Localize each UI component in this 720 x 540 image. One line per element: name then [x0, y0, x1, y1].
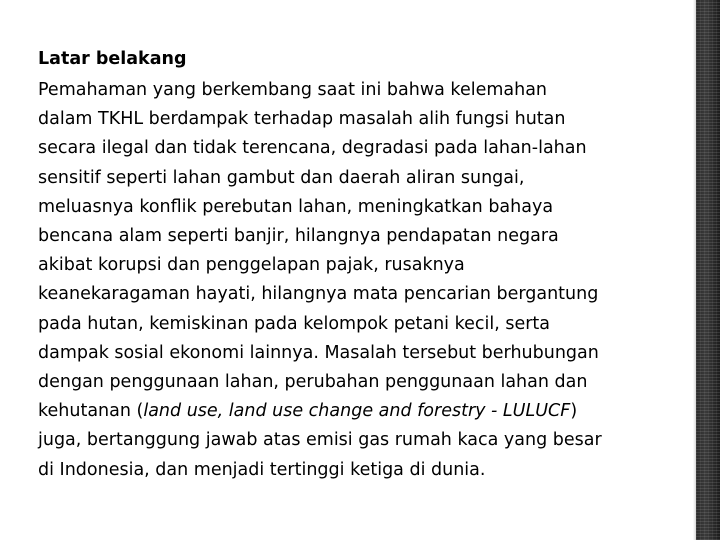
decorative-side-bar	[696, 0, 720, 540]
paragraph-line: akibat korupsi dan penggelapan pajak, rusaknya	[38, 255, 465, 276]
paragraph-line-lulucf	[38, 397, 678, 426]
line-text-after-italic: )	[570, 401, 578, 422]
slide-heading: Latar belakang	[38, 49, 187, 69]
paragraph-line: keanekaragaman hayati, hilangnya mata pencarian bergantung	[38, 284, 599, 305]
paragraph-line: bencana alam seperti banjir, hilangnya pendapatan negara	[38, 226, 559, 247]
paragraph-line: sensitif seperti lahan gambut dan daerah aliran sungai,	[38, 167, 525, 188]
paragraph-line: secara ilegal dan tidak terencana, degradasi pada lahan-lahan	[38, 138, 587, 159]
lulucf-term: land use, land use change and forestry - LULUCF	[143, 401, 571, 422]
paragraph-line: di Indonesia, dan menjadi tertinggi ketiga di dunia.	[38, 459, 486, 480]
paragraph-line: Pemahaman yang berkembang saat ini bahwa kelemahan	[38, 80, 548, 100]
body-paragraph	[38, 76, 678, 485]
paragraph-line: meluasnya konflik perebutan lahan, meningkatkan bahaya	[38, 196, 554, 217]
paragraph-line: dengan penggunaan lahan, perubahan penggunaan lahan dan	[38, 372, 588, 393]
paragraph-line: dalam TKHL berdampak terhadap masalah alih fungsi hutan	[38, 109, 566, 130]
paragraph-line: pada hutan, kemiskinan pada kelompok petani kecil, serta	[38, 313, 551, 334]
paragraph-line: dampak sosial ekonomi lainnya. Masalah tersebut berhubungan	[38, 342, 599, 363]
line-text-before-italic: kehutanan (	[38, 401, 144, 422]
slide-content	[38, 46, 678, 485]
paragraph-line: juga, bertanggung jawab atas emisi gas rumah kaca yang besar	[38, 430, 602, 451]
